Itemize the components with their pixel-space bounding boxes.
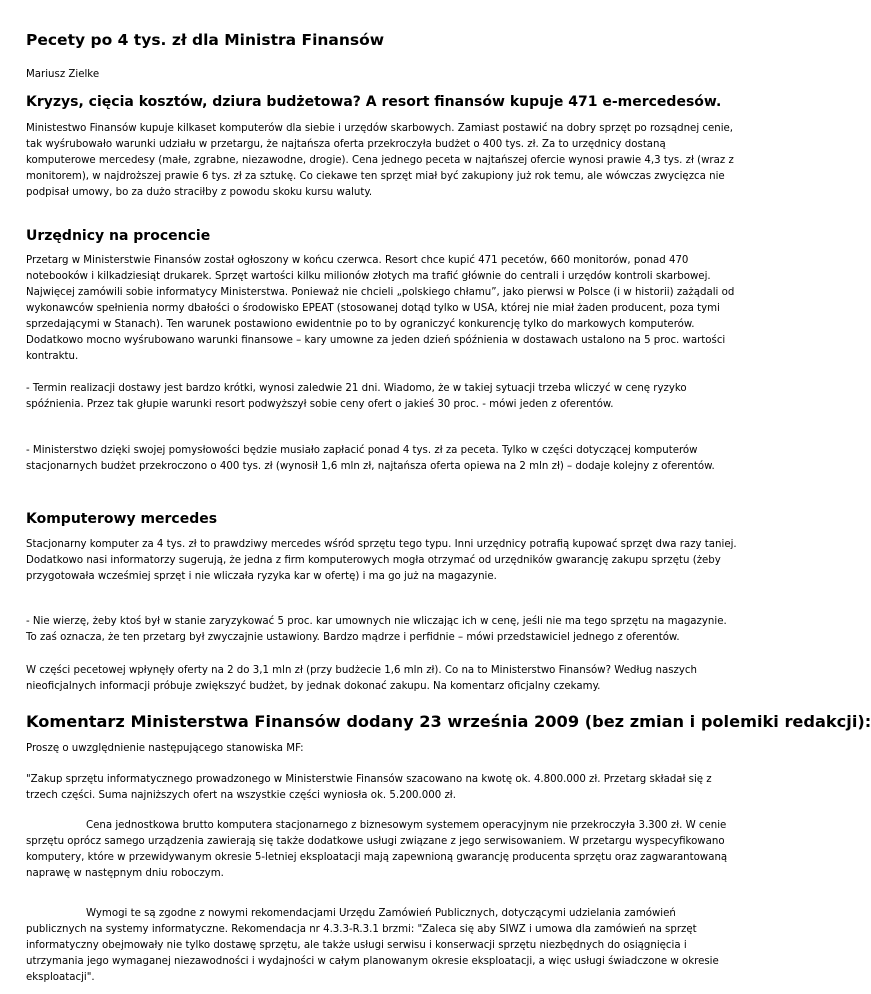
article-lead: Kryzys, cięcia kosztów, dziura budżetowa? A resort finansów kupuje 471 e-mercedesów. (26, 94, 722, 110)
section-heading-mercedes: Komputerowy mercedes (26, 511, 218, 527)
section-heading-urzednicy: Urzędnicy na procencie (26, 228, 211, 244)
article-author: Mariusz Zielke (26, 69, 100, 80)
paragraph-stanowisko: Proszę o uwzględnienie następującego stanowiska MF: (26, 743, 304, 754)
paragraph-cena: Cena jednostkowa brutto komputera stacjonarnego z biznesowym systemem operacyjnym nie przekroczyła 3.300 zł. W cenie sprzętu oprócz samego urządzenia zawierają się także dodatkowe usługi związane z jego serwisowaniem. W przetargu wyspecyfikowano komputery, które w przewidywanym okresie 5-letniej eksploatacji mają zapewnioną gwarancję producenta sprzętu oraz zagwarantowaną naprawę w następnym dniu roboczym. (26, 820, 728, 879)
quote-ministerstwo: - Ministerstwo dzięki swojej pomysłowości będzie musiało zapłacić ponad 4 tys. zł za peceta. Tylko w części dotyczącej komputerów stacjonarnych budżet przekroczono o 400 tys. zł (wynosił 1,6 mln zł, najtańsza oferta opiewa na 2 mln zł) – dodaje kolejny z oferentów. (26, 445, 715, 472)
section-heading-komentarz: Komentarz Ministerstwa Finansów dodany 23 września 2009 (bez zmian i polemiki redakcji): (26, 712, 871, 731)
paragraph-oferty: W części pecetowej wpłynęły oferty na 2 do 3,1 mln zł (przy budżecie 1,6 mln zł). Co na to Ministerstwo Finansów? Według naszych nieoficjalnych informacji próbuje zwiększyć budżet, by jednak dokonać zakupu. Na komentarz oficjalny czekamy. (26, 665, 697, 692)
quote-nie-wierze: - Nie wierzę, żeby ktoś był w stanie zaryzykować 5 proc. kar umownych nie wliczając ich w cenę, jeśli nie ma tego sprzętu na magazynie. To zaś oznacza, że ten przetarg był zwyczajnie ustawiony. Bardzo mądrze i perfidnie – mówi przedstawiciel jednego z oferentów. (26, 616, 727, 643)
paragraph-mercedes: Stacjonarny komputer za 4 tys. zł to prawdziwy mercedes wśród sprzętu tego typu. Inni urzędnicy potrafią kupować sprzęt dwa razy taniej. Dodatkowo nasi informatorzy sugerują, że jedna z firm komputerowych mogła otrzymać od urzędników gwarancję zakupu sprzętu (żeby przygotowała wcześmiej sprzęt i nie wliczała ryzyka kar w ofertę) i ma go już na magazynie. (26, 539, 737, 582)
paragraph-wymogi: Wymogi te są zgodne z nowymi rekomendacjami Urzędu Zamówień Publicznych, dotyczącymi udzielania zamówień publicznych na systemy informatyczne. Rekomendacja nr 4.3.3-R.3.1 brzmi: "Zaleca się aby SIWZ i umowa dla zamówień na sprzęt informatyczny obejmowały nie tylko dostawę sprzętu, ale także usługi serwisu i konserwacji sprzętu niezbędnych do osiągnięcia i utrzymania jego wymaganej niezawodności i wydajności w całym planowanym okresie eksploatacji, a więc usługi świadczone w okresie eksploatacji". (26, 908, 719, 983)
paragraph-intro: Ministestwo Finansów kupuje kilkaset komputerów dla siebie i urzędów skarbowych. Zamiast postawić na dobry sprzęt po rozsądnej cenie, tak wyśrubowało warunki udziału w przetargu, że najtańsza oferta przekroczyła budżet o 400 tys. zł. Za to urzędnicy dostaną komputerowe mercedesy (małe, zgrabne, niezawodne, drogie). Cena jednego peceta w najtańszej ofercie wynosi prawie 4,3 tys. zł (wraz z monitorem), w najdroższej prawie 6 tys. zł za sztukę. Co ciekawe ten sprzęt miał być zakupiony już rok temu, ale wówczas zwycięzca nie podpisał umowy, bo za dużo straciłby z powodu skoku kursu waluty. (26, 123, 734, 198)
paragraph-zakup: "Zakup sprzętu informatycznego prowadzonego w Ministerstwie Finansów szacowano na kwotę ok. 4.800.000 zł. Przetarg składał się z trzech części. Suma najniższych ofert na wszystkie części wyniosła ok. 5.200.000 zł. (26, 774, 712, 801)
quote-termin: - Termin realizacji dostawy jest bardzo krótki, wynosi zaledwie 21 dni. Wiadomo, że w takiej sytuacji trzeba wliczyć w cenę ryzyko spóźnienia. Przez tak głupie warunki resort podwyższył sobie ceny ofert o jakieś 30 proc. - mówi jeden z oferentów. (26, 383, 687, 410)
paragraph-przetarg: Przetarg w Ministerstwie Finansów został ogłoszony w końcu czerwca. Resort chce kupić 471 pecetów, 660 monitorów, ponad 470 notebooków i kilkadziesiąt drukarek. Sprzęt wartości kilku milionów złotych ma trafić głównie do centrali i urzędów kontroli skarbowej. Najwięcej zamówili sobie informatycy Ministerstwa. Ponieważ nie chcieli „polskiego chłamu”, jako pierwsi w Polsce (i w historii) zażądali od wykonawców spełnienia normy dbałości o środowisko EPEAT (stosowanej dotąd tylko w USA, której nie miał żaden producent, poza tymi sprzedającymi w Stanach). Ten warunek postawiono ewidentnie po to by ograniczyć konkurencję tylko do markowych komputerów. Dodatkowo mocno wyśrubowano warunki finansowe – kary umowne za jeden dzień spóźnienia w dostawach ustalono na 5 proc. wartości kontraktu. (26, 255, 735, 362)
article-title: Pecety po 4 tys. zł dla Ministra Finansów (26, 31, 385, 49)
